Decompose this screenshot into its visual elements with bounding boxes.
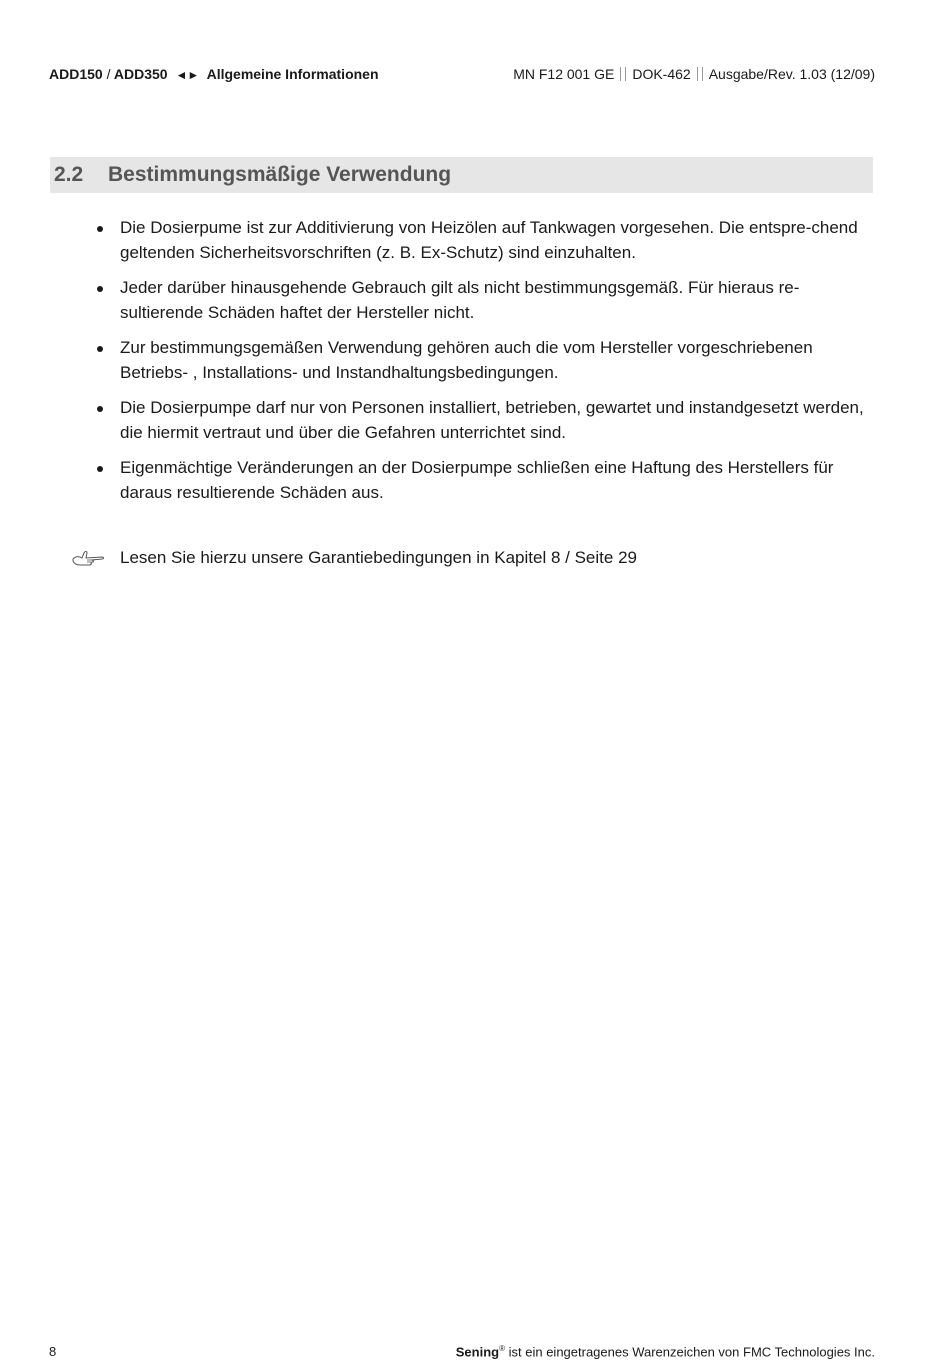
list-item-text: Eigenmächtige Veränderungen an der Dosierpumpe schließen eine Haftung des Herstellers für daraus resultierende Schäden aus. xyxy=(120,458,834,502)
page-header xyxy=(49,66,875,88)
list-item-text: Die Dosierpume ist zur Additivierung von Heizölen auf Tankwagen vorgesehen. Die entspre-chend geltenden Sicherheitsvorschriften (z. B. Ex-Schutz) sind einzuhalten. xyxy=(120,218,858,262)
usage-rules-list xyxy=(92,215,872,515)
bullet-icon xyxy=(97,406,103,412)
bullet-icon xyxy=(97,346,103,352)
section-heading xyxy=(50,157,873,193)
list-item xyxy=(92,275,872,325)
list-item xyxy=(92,215,872,265)
header-doc-info xyxy=(513,66,875,82)
list-item xyxy=(92,395,872,445)
header-separator xyxy=(697,67,703,81)
header-revision: Ausgabe/Rev. 1.03 (12/09) xyxy=(708,66,875,82)
list-item-text: Die Dosierpumpe darf nur von Personen installiert, betrieben, gewartet und instandgesetzt werden, die hiermit vertraut und über die Gefahren unterrichtet sind. xyxy=(120,398,864,442)
header-dok: DOK-462 xyxy=(632,66,691,82)
page-footer xyxy=(49,1344,875,1364)
registered-mark: ® xyxy=(499,1344,506,1353)
note-text: Lesen Sie hierzu unsere Garantiebedingungen in Kapitel 8 / Seite 29 xyxy=(120,548,637,567)
header-product-chapter xyxy=(49,66,379,82)
header-chapter: Allgemeine Informationen xyxy=(206,66,379,82)
header-doc-number: MN F12 001 GE xyxy=(513,66,615,82)
section-title: Bestimmungsmäßige Verwendung xyxy=(108,163,452,186)
list-item xyxy=(92,455,872,505)
header-arrows-icon: ◄► xyxy=(175,68,200,82)
page-number: 8 xyxy=(49,1344,57,1359)
header-slash: / xyxy=(106,66,111,82)
bullet-icon xyxy=(97,226,103,232)
bullet-icon xyxy=(97,466,103,472)
list-item-text: Jeder darüber hinausgehende Gebrauch gilt als nicht bestimmungsgemäß. Für hieraus re-sultierende Schäden haftet der Hersteller nicht. xyxy=(120,278,800,322)
pointing-hand-icon xyxy=(72,549,106,567)
header-model-b: ADD350 xyxy=(113,66,168,82)
trademark-text: ist ein eingetragenes Warenzeichen von FMC Technologies Inc. xyxy=(505,1344,875,1360)
header-model-a: ADD150 xyxy=(49,66,103,82)
bullet-icon xyxy=(97,286,103,292)
header-separator xyxy=(620,67,626,81)
trademark-notice xyxy=(456,1344,875,1359)
section-number: 2.2 xyxy=(54,163,84,186)
list-item xyxy=(92,335,872,385)
brand-name: Sening xyxy=(455,1344,500,1360)
list-item-text: Zur bestimmungsgemäßen Verwendung gehören auch die vom Hersteller vorgeschriebenen Betriebs- , Installations- und Instandhaltungsbedingungen. xyxy=(120,338,813,382)
